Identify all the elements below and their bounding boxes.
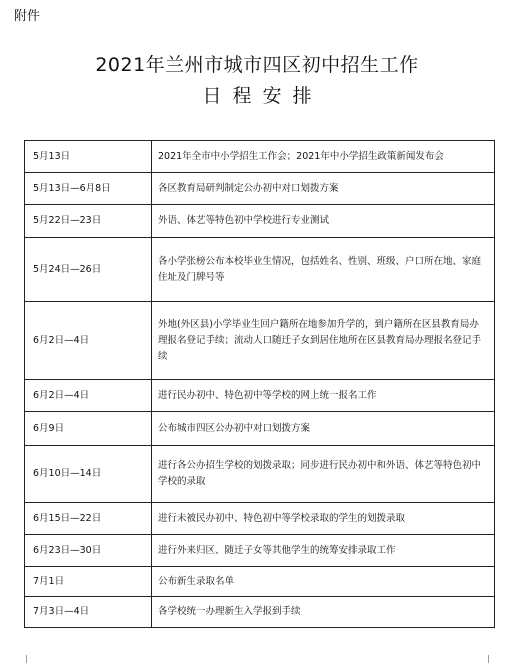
table-row: [25, 302, 495, 380]
table-row: [25, 446, 495, 503]
table-row: [25, 503, 495, 535]
row-date: 6月2日—4日: [25, 302, 152, 380]
page-corner-mark: [488, 655, 497, 663]
page-corner-mark: [18, 655, 27, 663]
row-task: 公布新生录取名单: [152, 567, 495, 597]
row-date: 6月15日—22日: [25, 503, 152, 535]
table-row: [25, 238, 495, 302]
table-row: [25, 535, 495, 567]
table-row: [25, 412, 495, 446]
document-title: 2021年兰州市城市四区初中招生工作: [95, 54, 419, 76]
table-row: [25, 141, 495, 173]
row-date: 5月13日: [25, 141, 152, 173]
row-task: 进行民办初中、特色初中等学校的网上统一报名工作: [152, 380, 495, 412]
row-task: 各学校统一办理新生入学报到手续: [152, 597, 495, 628]
row-date: 7月1日: [25, 567, 152, 597]
document-subtitle: 日程安排: [202, 85, 323, 107]
row-date: 6月2日—4日: [25, 380, 152, 412]
table-row: [25, 567, 495, 597]
row-task: 外地(外区县)小学毕业生回户籍所在地参加升学的，到户籍所在区县教育局办理报名登记手续；流动人口随迁子女到居住地所在区县教育局办理报名登记手续: [152, 302, 495, 380]
row-date: 6月10日—14日: [25, 446, 152, 503]
row-task: 外语、体艺等特色初中学校进行专业测试: [152, 205, 495, 238]
table-row: [25, 173, 495, 205]
row-task: 进行未被民办初中、特色初中等学校录取的学生的划拨录取: [152, 503, 495, 535]
row-task: 公布城市四区公办初中对口划拨方案: [152, 412, 495, 446]
schedule-table: [24, 140, 495, 628]
row-task: 进行各公办招生学校的划拨录取；同步进行民办初中和外语、体艺等特色初中学校的录取: [152, 446, 495, 503]
row-date: 6月23日—30日: [25, 535, 152, 567]
row-task: 各区教育局研判制定公办初中对口划拨方案: [152, 173, 495, 205]
row-date: 6月9日: [25, 412, 152, 446]
row-task: 进行外来归区、随迁子女等其他学生的统筹安排录取工作: [152, 535, 495, 567]
row-date: 5月24日—26日: [25, 238, 152, 302]
row-date: 7月3日—4日: [25, 597, 152, 628]
row-date: 5月13日—6月8日: [25, 173, 152, 205]
row-date: 5月22日—23日: [25, 205, 152, 238]
row-task: 各小学张榜公布本校毕业生情况，包括姓名、性别、班级、户口所在地、家庭住址及门牌号等: [152, 238, 495, 302]
table-row: [25, 597, 495, 628]
table-row: [25, 380, 495, 412]
table-row: [25, 205, 495, 238]
attachment-label: 附件: [14, 9, 41, 24]
row-task: 2021年全市中小学招生工作会；2021年中小学招生政策新闻发布会: [152, 141, 495, 173]
